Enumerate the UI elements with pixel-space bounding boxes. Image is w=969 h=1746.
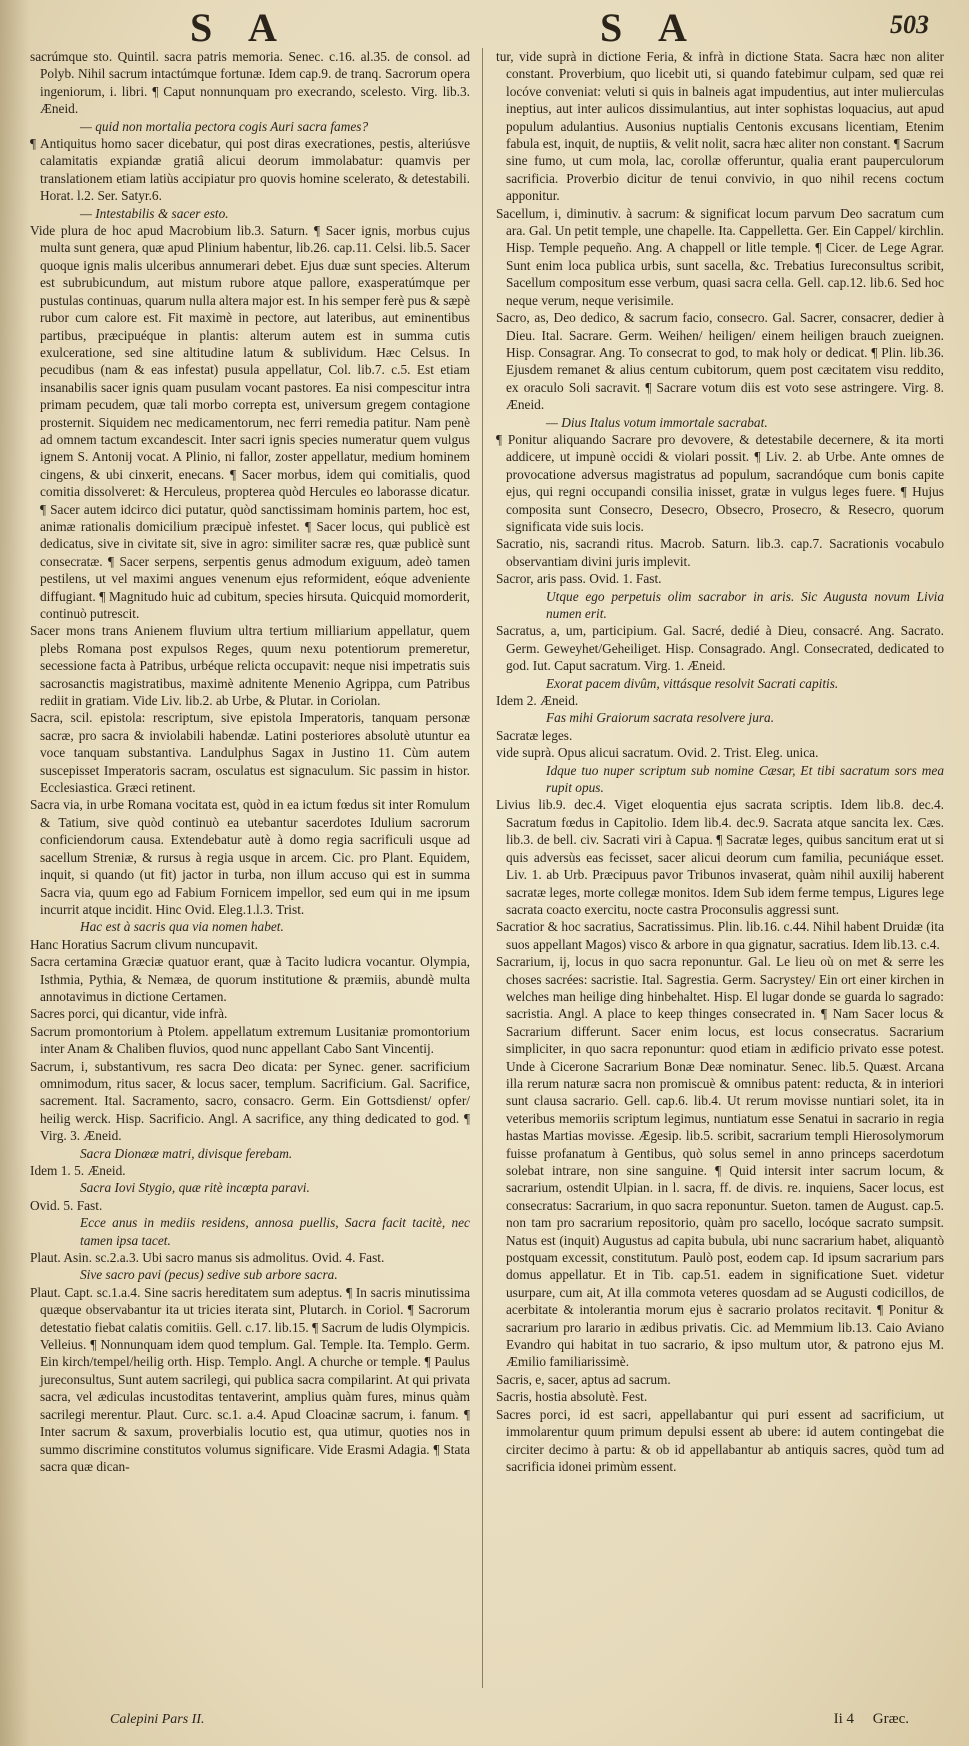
column-divider (482, 48, 483, 1688)
dictionary-entry: Idem 2. Æneid. (496, 693, 579, 709)
dictionary-entry: Sacellum, i, diminutiv. à sacrum: & significat locum parvum Deo sacratum cum ara. Gal. Un petit temple, une chapelle. Ita. Cappelletta. Ger. Ein Cappel/ kirchlin. Hisp. Temple pequeño. Ang. A chappell or litle temple. ¶ Cicer. de Lege Agrar. Sunt enim loca publica urbis, sunt sacella, &c. Trebatius Iureconsultus scribit, Sacellum compositum esse verbum, quasi sacra cella. Gell. cap.12. lib.6. Sed hoc neque verum, neque verisimile. (496, 205, 944, 308)
dictionary-entry: Vide plura de hoc apud Macrobium lib.3. Saturn. ¶ Sacer ignis, morbus cujus multa sunt genera, quæ apud Plinium habentur, lib.26. cap.11. Celsi. lib.5. Sacer quoque ignis malis ulceribus annumerari debet. Ejus duæ sunt species. Alterum est subrubicundum, aut mistum rubore atque pallore, exasperatúmque per pustulas continuas, quarum nulla altera major est. In his semper ferè pus & sæpè rubor cum calore est. Fit maximè in pectore, aut lateribus, aut eminentibus partibus, præcipuéque in plantis: alterum autem est in summa cutis exulceratione, sed sine altitudine latum & sublividum. Hæc Celsus. In pecudibus (nam & eas infestat) pusula appellatur, Col. lib.7. c.5. Est etiam insanabilis sacer ignis quam pusulam vocant pastores. Ea nisi compescitur intra primam pecudem, quæ tali morbo correpta est, universum gregem contagione prosternit. Siquidem nec medicamentorum, nec ferri remedia patitur. Nam penè ad omnem tactum excandescit. Inter sacri ignis species numeratur quem vulgus ignem S. Antonij vocat. A Plinio, ni fallor, zoster appellatur, medium hominem cingens, & ubi cinxerit, enecans. ¶ Sacer morbus, idem qui comitialis, quod comitia dissolveret: & Herculeus, propterea quòd Hercules eo laborasse dicatur. ¶ Sacer autem idcirco dici putatur, quòd sanctissimam hominis partem, hoc est, animæ rationalis domicilium præcipuè infestet. ¶ Sacer locus, qui publicè est dedicatus, sive in civitate sit, sive in agro: similiter sacræ res, quæ publicè sunt consecratæ. ¶ Sacer serpens, serpentis genus admodum exiguum, adeò tamen pestilens, ut vel maximi angues venenum ejus reformident, eóque adveniente diffugiant. ¶ Magnitudo huic ad cubitum, species hirsuta. Quicquid momorderit, continuò putrescit. (30, 223, 470, 621)
dictionary-entry: Sacrarium, ij, locus in quo sacra reponuntur. Gal. Le lieu où on met & serre les choses sacrées: sacristie. Ital. Sagrestia. Germ. Sacrystey/ Ein ort einer kirchen in welches man heilige ding hinbehaltet. Hisp. El lugar donde se guarda lo sagrado: sacristia. Angl. A place to keep thinges consecrated in. ¶ Nam Sacer locus & Sacrarium differunt. Sacer enim locus, est locus consecratus. Sacrarium simpliciter, in quo sacra reponuntur: quod etiam in ædificio privato esse potest. Unde à Cicerone Sacrarium Bonæ Deæ nominatur. Senec. lib.5. Quæst. Arcana illa rerum naturæ sacra non promiscuè & omnibus patent: reducta, & in interiori sunt clausa sacrario. Gell. cap.6. lib.4. Ut rerum movisse nuntiari solet, ita in veteribus memoriis scriptum legimus, nuntiatum esse Senatui in sacrario in regia hastas Martias movisse. Ægesip. lib.5. scribit, sacrarium templi Hierosolymorum fuisse profanatum à Gentibus, quò solus semel in anno princeps sacerdotum solebat intrare, non sine sanguine. ¶ Quid intersit inter sacrum locum, & sacrarium, ostendit Ulpian. in l. sacra, ff. de divis. re. inquiens, Sacer locus, est consecratus: Sacrarium, in quo sacra reponuntur. Sueton. tamen de August. cap.5. non tam pro sacrarium repositorio, quàm pro sacello, locóque sacrato sumpsit. Natus est (inquit) Augustus ad capita bubula, ubi nunc sacrarium habet, aliquantò postquam excessit, constitutum. Paulò post, eodem cap. Id ipsum sacrarium pars domus appellatur. Et in Tib. cap.51. eadem in significatione Suet. videtur usurpare, cum ait, At illa commota veteres quosdam ad se Augusti codicillos, de acerbitate & intolerantia morum ejus è sacrario prolatos recitavit. ¶ Ponitur & sacrarium pro larario in ædibus privatis. Cic. ad Memmium lib.13. Caio Aviano Evandro qui habitat in tuo sacrario, & ipso multum utor, & patrono ejus M. Æmilio familiarissimè. (496, 954, 944, 1370)
dictionary-entry: sacrúmque sto. Quintil. sacra patris memoria. Senec. c.16. al.35. de consol. ad Polyb. Nihil sacrum intactúmque fortunæ. Idem cap.9. de tranq. Sacrorum opera ingeniorum, i. libri. ¶ Caput nonnunquam pro execrando, scelesto. Virg. lib.3. Æneid. (30, 49, 470, 117)
dictionary-entry: ¶ Antiquitus homo sacer dicebatur, qui post diras execrationes, pestis, alteriúsve calamitatis expiandæ gratiâ alicui deorum immolabatur: quamvis per translationem etiam latiùs accipiatur pro quovis homine scelerato, & detestabili. Horat. l.2. Ser. Satyr.6. (30, 136, 470, 204)
page-fold-shadow (0, 0, 30, 1746)
verse-quote: Hac est à sacris qua via nomen habet. (80, 919, 284, 935)
verse-quote: Ecce anus in mediis residens, annosa puellis, Sacra facit tacitè, nec tamen ipsa tacet. (80, 1215, 470, 1248)
verse-quote: Sacra Iovi Stygio, quæ ritè incœpta paravi. (80, 1180, 310, 1196)
verse-quote: Sacra Dionææ matri, divisque ferebam. (80, 1145, 293, 1161)
dictionary-entry: Sacra, scil. epistola: rescriptum, sive epistola Imperatoris, tanquam personæ sacræ, pro sacra & inviolabili habendæ. Latini posteriores absolutè utuntur ea voce tanquam substantiva. Landulphus Sagax in Justino 11. Cùm autem suscepisset Imperatoris sacram, osculatus est signaculum. Sic passim in histor. Ecclesiastica. Græci retinent. (30, 710, 470, 796)
left-column (30, 48, 470, 1738)
signature-footer: Calepini Pars II. (110, 1712, 205, 1727)
verse-quote: — Dius Italus votum immortale sacrabat. (546, 414, 768, 430)
dictionary-entry: Plaut. Capt. sc.1.a.4. Sine sacris hereditatem sum adeptus. ¶ In sacris minutissima quæque observabantur ita ut tricies iterata sint, Plutarch. in Coriol. ¶ Sacrorum detestatio fiebat calatis comitiis. Gell. c.17. lib.15. ¶ Sacrum de ludis Olympicis. Velleius. ¶ Nonnunquam idem quod templum. Gal. Temple. Ita. Templo. Germ. Ein kirch/tempel/heilig orth. Hisp. Templo. Angl. A churche or temple. ¶ Paulus jureconsultus, Sunt autem sacrilegi, qui publica sacra compilarint. At qui privata sacra, vel ædiculas incustoditas tentaverint, amplius quàm fures, minus quàm sacrilegi merentur. Plaut. Curc. sc.1. a.4. Apud Cloacinæ sacrum, i. fanum. ¶ Inter sacrum & saxum, proverbialis locutio est, qua utimur, quoties nos in summo discrimine constitutos volumus significare. Vide Erasmi Adagia. ¶ Stata sacra quæ dican- (30, 1284, 470, 1474)
dictionary-entry: Plaut. Asin. sc.2.a.3. Ubi sacro manus sis admolitus. Ovid. 4. Fast. (30, 1250, 385, 1266)
signature-mark: Ii 4 (833, 1711, 854, 1727)
dictionary-entry: vide suprà. Opus alicui sacratum. Ovid. 2. Trist. Eleg. unica. (496, 745, 819, 761)
verse-quote: Exorat pacem divûm, vittásque resolvit Sacrati capitis. (546, 675, 839, 691)
verse-quote: Fas mihi Graiorum sacrata resolvere jura. (546, 710, 775, 726)
verse-quote: — Intestabilis & sacer esto. (80, 205, 229, 221)
dictionary-entry: Sacratus, a, um, participium. Gal. Sacré, dedié à Dieu, consacré. Ang. Sacrato. Germ. Geweyhet/Geheiliget. Hisp. Consagrado. Angl. Consecrated, dedicated to god. Iut. Caput sacratum. Virg. 1. Æneid. (496, 623, 944, 674)
dictionary-entry: Sacris, hostia absolutè. Fest. (496, 1389, 648, 1405)
dictionary-entry: Ovid. 5. Fast. (30, 1197, 103, 1213)
dictionary-entry: Sacratæ leges. (496, 727, 573, 743)
page-number: 503 (890, 10, 929, 39)
dictionary-entry: Sacris, e, sacer, aptus ad sacrum. (496, 1371, 671, 1387)
dictionary-entry: Sacres porci, id est sacri, appellabantur qui puri essent ad sacrificium, ut immolarentur quum primum depulsi essent ab ubere: id autem contingebat die circiter decimo à partu: & ob id appellabantur ab antiquis sacres, quòd tum ad sacrificia idonei primùm essent. (496, 1406, 944, 1474)
dictionary-entry: Sacratio, nis, sacrandi ritus. Macrob. Saturn. lib.3. cap.7. Sacrationis vocabulo observantiam divini juris implevit. (496, 536, 944, 569)
dictionary-entry: Sacer mons trans Anienem fluvium ultra tertium milliarium appellatur, quem plebs Romana post expulsos Reges, quum nexu potentiorum premeretur, secessione facta à Patribus, urbéque relicta occupavit: neque nisi impetratis suis sacrosanctis magistratibus, maximè adnitente Menenio Agrippa, cum Patribus rediit in gratiam. Vide Liv. lib.2. ab Urbe, & Plutar. in Coriolan. (30, 623, 470, 709)
dictionary-entry: Sacratior & hoc sacratius, Sacratissimus. Plin. lib.16. c.44. Nihil habent Druidæ (ita suos appellant Magos) visco & arbore in qua gignatur, sacratius. Idem lib.13. c.4. (496, 919, 944, 952)
dictionary-entry: ¶ Ponitur aliquando Sacrare pro devovere, & detestabile decernere, & ita morti addicere, ut impunè occidi & violari possit. ¶ Liv. 2. ab Urbe. Ante omnes de provocatione adversus magistratus ad populum, sacrandóque cum bonis capite ejus, qui regni occupandi consilia inisset, gratæ in vulgus leges fuere. ¶ Hujus composita sunt Consecro, Desecro, Obsecro, Prosecro, & Resecro, quorum significata vide suis locis. (496, 431, 944, 534)
footer-right (834, 1711, 909, 1728)
dictionary-entry: Hanc Horatius Sacrum clivum nuncupavit. (30, 936, 258, 952)
right-column (496, 48, 944, 1738)
dictionary-entry: Sacrum, i, substantivum, res sacra Deo dicata: per Synec. gener. sacrificium omnimodum, ritus sacer, & locus sacer, templum. Sacrificium. Gal. Sacrifice, sacrement. Ital. Sacramento, sacro, consacro. Germ. Ein Gottsdienst/ opfer/ heilig werck. Hisp. Sacrificio. Angl. A sacrifice, any thing dedicated to god. ¶ Virg. 3. Æneid. (30, 1058, 470, 1144)
dictionary-entry: tur, vide suprà in dictione Feria, & infrà in dictione Stata. Sacra hæc non aliter constant. Proverbium, quo licebit uti, si quando fatebimur culpam, sed quæ rei locóve conveniat: veluti si quis in balneis agat impudentius, aut inter mulierculas ineptius, aut inter aulicos dissimulantius, aut inter sophistas loquacius, aut apud populum adulantius. Ausonius nuptialis Centonis excusans licentiam, Etenim fabula est, inquit, de nuptiis, & velit nolit, sacra hæc aliter non constant. ¶ Sacrum sine fumo, ut cum mola, lac, corollæ offeruntur, qualia erant pauperculorum sacrificia. Proverbio dicitur de tenui convivio, in quo nihil recens coctum apponitur. (496, 49, 944, 204)
catchword: Græc. (872, 1711, 909, 1727)
running-head-right: S A (600, 5, 701, 50)
verse-quote: — quid non mortalia pectora cogis Auri sacra fames? (80, 118, 369, 134)
running-head-left: S A (190, 5, 291, 50)
dictionary-entry: Sacrum promontorium à Ptolem. appellatum extremum Lusitaniæ promontorium inter Anam & Chaliben fluvios, quod nunc appellant Cabo Sant Vincentij. (30, 1023, 470, 1057)
verse-quote: Utque ego perpetuis olim sacrabor in aris. Sic Augusta novum Livia numen erit. (546, 588, 944, 621)
dictionary-entry: Livius lib.9. dec.4. Viget eloquentia ejus sacrata scriptis. Idem lib.8. dec.4. Sacratum fœdus in Capitolio. Idem lib.4. dec.9. Sacrata atque sancita lex. Cæs. lib.3. de bell. civ. Sacrati viri à Capua. ¶ Sacratæ leges, quibus sancitum erat ut si quis adversùs eas fecisset, sacer alicui deorum cum familia, pecuniáque esset. Liv. 1. ab Urb. Præcipuus pavor Tribunos invaserat, quàm nihil auxilij haberent sacratæ leges, morte collegæ monitos. Idem Sub idem ferme tempus, Ligures lege sacrata coacto exercitu, nocte castra Proconsulis aggressi sunt. (496, 797, 944, 917)
dictionary-entry: Idem 1. 5. Æneid. (30, 1163, 126, 1178)
dictionary-entry: Sacres porci, qui dicantur, vide infrà. (30, 1006, 228, 1022)
dictionary-entry: Sacra via, in urbe Romana vocitata est, quòd in ea ictum fœdus sit inter Romulum & Tatium, sive quòd continuò ea utebantur sacerdotes Idulium sacrorum conficiendorum causa. Extendebatur autè à domo regia sacrificuli usque ad sacellum Streniæ, & rursus à regia usque in arcem. Cic. pro Plant. Equidem, inquit, si quando (ut fit) jactor in turba, non illum accuso qui est in summa Sacra via, quum ego ad Fabium Fornicem impellor, sed eum qui in me ipsum incurrit atque incidit. Hinc Ovid. Eleg.1.l.3. Trist. (30, 797, 470, 917)
verse-quote: Sive sacro pavi (pecus) sedive sub arbore sacra. (80, 1267, 338, 1283)
dictionary-entry: Sacror, aris pass. Ovid. 1. Fast. (496, 571, 662, 587)
dictionary-entry: Sacro, as, Deo dedico, & sacrum facio, consecro. Gal. Sacrer, consacrer, dedier à Dieu. Ital. Sacrare. Germ. Weihen/ heiligen/ einem heiligen brauch zueignen. Hisp. Consagrar. Ang. To consecrat to god, to mak holy or dedicat. ¶ Plin. lib.36. Ejusdem remanet & alius centum cubitorum, quem post cæcitatem visu reddito, ex oraculo Soli sacravit. ¶ Sacrare votum diis est voto sese astringere. Virg. 8. Æneid. (496, 310, 944, 413)
verse-quote: Idque tuo nuper scriptum sub nomine Cæsar, Et tibi sacratum sors mea rupit opus. (546, 762, 944, 796)
dictionary-entry: Sacra certamina Græciæ quatuor erant, quæ à Tacito ludicra vocantur. Olympia, Isthmia, Pythia, & Nemæa, de quorum institutione & præmiis, abundè multa annotavimus in dictione Certamen. (30, 954, 470, 1004)
